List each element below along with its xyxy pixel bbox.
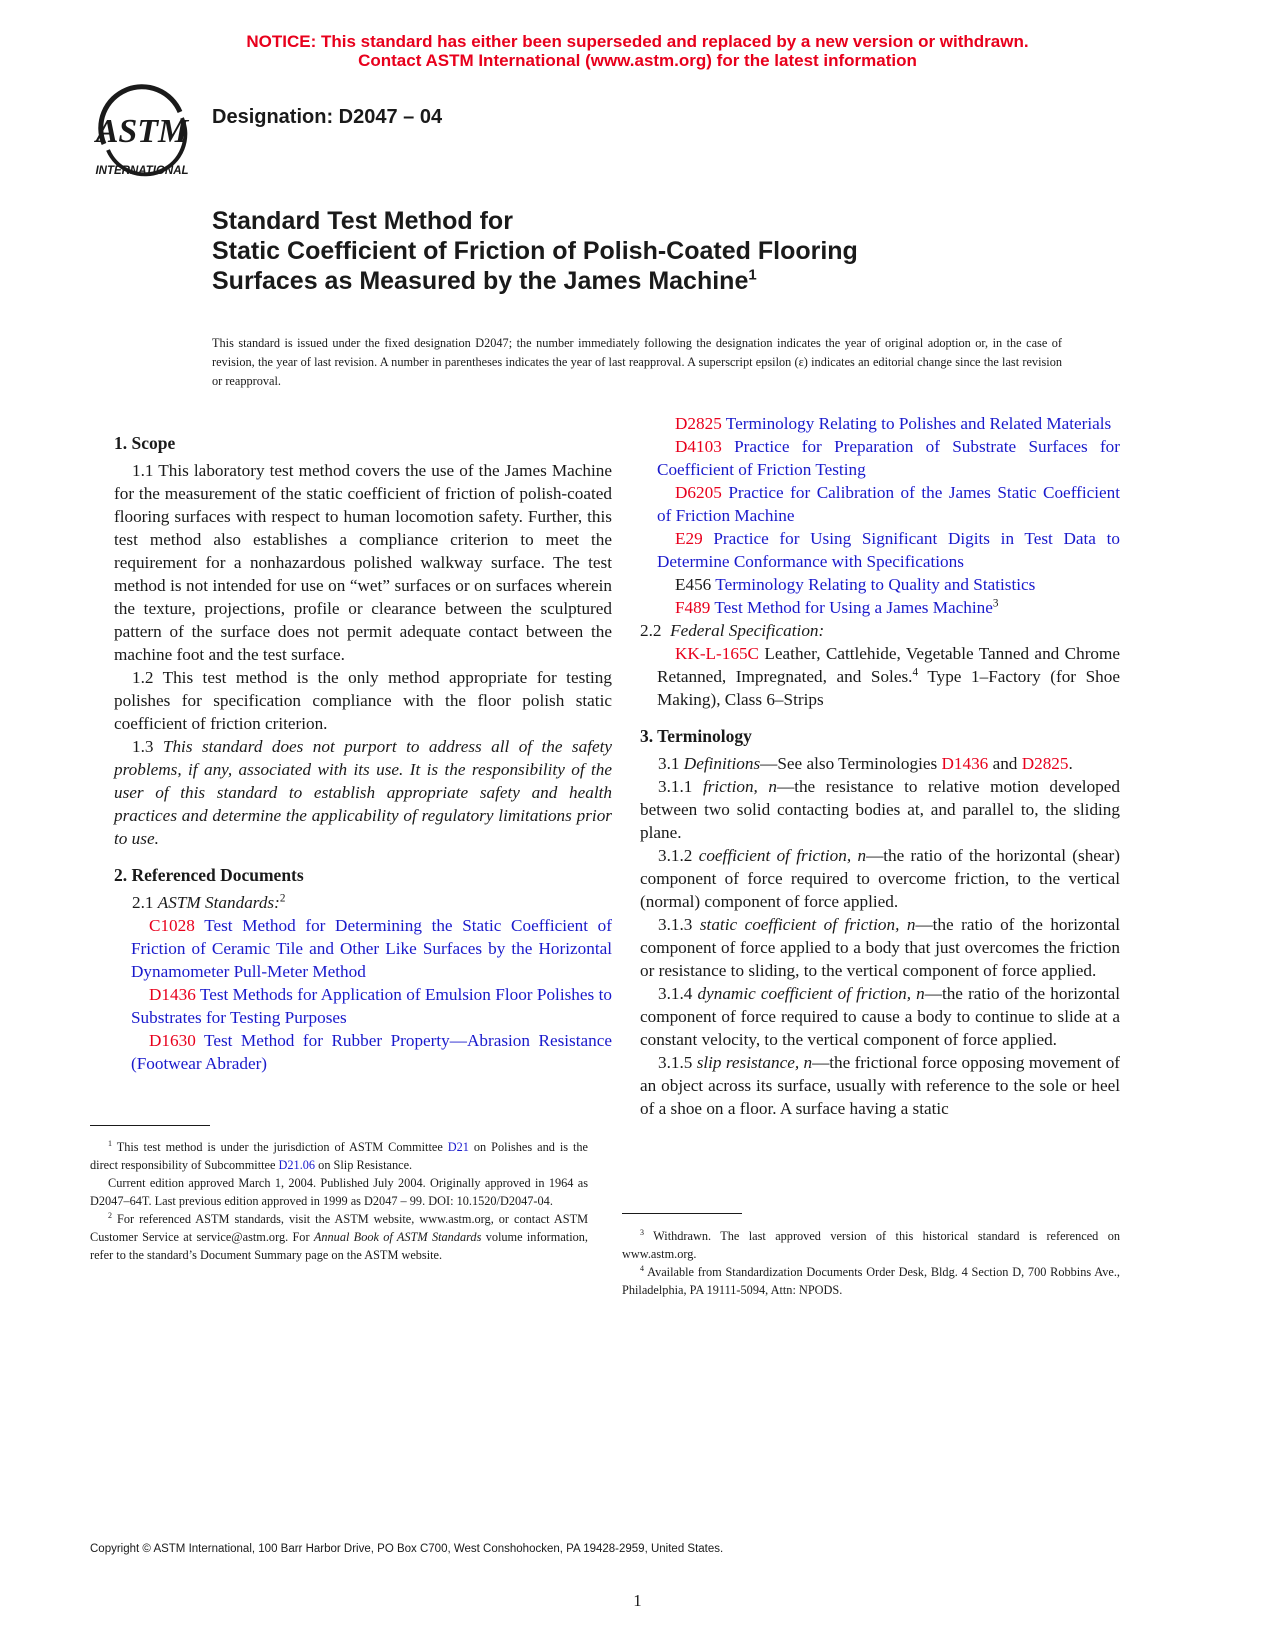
notice-line-2: Contact ASTM International (www.astm.org) for the latest information (358, 51, 917, 70)
footnotes-left (90, 1138, 588, 1264)
scope-heading: 1. Scope (114, 433, 176, 453)
ref-d1630[interactable]: D1630 Test Method for Rubber Property—Abrasion Resistance (Footwear Abrader) (131, 1031, 612, 1073)
ref-d2825[interactable]: D2825 Terminology Relating to Polishes and Related Materials (675, 414, 1112, 433)
footnote-3: $^3$ Withdrawn. The last approved version of this historical standard is referenced on www.astm.org. (622, 1227, 1120, 1261)
title-line-2: Static Coefficient of Friction of Polish-Coated Flooring (212, 237, 858, 265)
footnotes-right (622, 1227, 1120, 1299)
footnote-4: $^4$ Available from Standardization Documents Order Desk, Bldg. 4 Section D, 700 Robbins Ave., Philadelphia, PA 19111-5094, Attn: NPODS. (622, 1263, 1120, 1297)
ref-c1028[interactable]: C1028 Test Method for Determining the Static Coefficient of Friction of Ceramic Tile and Other Like Surfaces by the Horizontal Dynamometer Pull-Meter Method (131, 916, 612, 981)
footnote-1-edition: Current edition approved March 1, 2004. Published July 2004. Originally approved in 1964 as D2047–64T. Last previous edition approved in 1999 as D2047 – 99. DOI: 10.1520/D2047-04. (90, 1176, 588, 1208)
ref-d6205[interactable]: D6205 Practice for Calibration of the James Static Coefficient of Friction Machine (657, 483, 1121, 525)
federal-spec-label: 2.2 Federal Specification: (640, 621, 825, 640)
link-d21[interactable]: D21 (447, 1140, 469, 1154)
scope-1-2: 1.2 This test method is the only method appropriate for testing polishes for specification compliance with the floor polish static coefficient of friction criterion. (114, 668, 612, 733)
designation: Designation: D2047 – 04 (212, 106, 443, 128)
term-3-1-3: 3.1.3 static coefficient of friction, n—the ratio of the horizontal component of force applied to a body that just overcomes the friction or resistance to sliding, to the vertical component of force applied. (640, 915, 1121, 980)
footnote-rule-right (622, 1213, 742, 1214)
left-column (114, 432, 612, 1075)
logo-letters: ASTM (95, 113, 189, 150)
astm-logo (90, 84, 196, 180)
link-d21-06[interactable]: D21.06 (278, 1158, 316, 1172)
title-footnote-mark: 1 (748, 266, 757, 284)
superseded-notice (0, 32, 1275, 70)
ref-kk-l-165c[interactable]: KK-L-165C Leather, Cattlehide, Vegetable Tanned and Chrome Retanned, Impregnated, and Soles.$^4$ Type 1–Factory (for Shoe Making), Class 6–Strips (657, 644, 1121, 709)
term-3-1-4: 3.1.4 dynamic coefficient of friction, n—the ratio of the horizontal component of force required to cause a body to continue to slide at a constant velocity, to the vertical component of force applied. (640, 984, 1120, 1049)
ref-d4103[interactable]: D4103 Practice for Preparation of Substrate Surfaces for Coefficient of Friction Testing (657, 437, 1120, 479)
footnote-1: $^1$ This test method is under the jurisdiction of ASTM Committee D21 on Polishes and is the direct responsibility of Subcommittee D21.06 on Slip Resistance. (90, 1138, 589, 1172)
right-column (640, 412, 1120, 1120)
copyright-line: Copyright © ASTM International, 100 Barr Harbor Drive, PO Box C700, West Conshohocken, PA 19428-2959, United States. (90, 1543, 724, 1555)
scope-1-3: 1.3 This standard does not purport to address all of the safety problems, if any, associated with its use. It is the responsibility of the user of this standard to establish appropriate safety and health practices and determine the applicability of regulatory limitations prior to use. (114, 737, 612, 848)
astm-standards-label: 2.1 ASTM Standards:$^2$ (132, 892, 286, 912)
term-3-1-5: 3.1.5 slip resistance, n—the frictional force opposing movement of an object across its surface, usually with reference to the sole or heel of a shoe on a floor. A surface having a static (640, 1053, 1121, 1118)
term-3-1-1: 3.1.1 friction, n—the resistance to relative motion developed between two solid contacting bodies at, and parallel to, the sliding plane. (640, 777, 1120, 842)
title-line-3: Surfaces as Measured by the James Machine$^1$ (212, 266, 757, 295)
refdocs-heading: 2. Referenced Documents (114, 865, 304, 885)
ref-d1436[interactable]: D1436 Test Methods for Application of Emulsion Floor Polishes to Substrates for Testing Purposes (131, 985, 612, 1027)
terminology-heading: 3. Terminology (640, 726, 752, 746)
term-3-1-2: 3.1.2 coefficient of friction, n—the ratio of the horizontal (shear) component of force required to overcome friction, to the vertical (normal) component of force applied. (640, 846, 1120, 911)
link-d2825[interactable]: D2825 (1021, 754, 1069, 773)
footnote-2: $^2$ For referenced ASTM standards, visit the ASTM website, www.astm.org, or contact ASTM Customer Service at service@astm.org. For Annual Book of ASTM Standards volume information, refer to the standard’s Document Summary page on the ASTM website. (90, 1210, 589, 1262)
footnote-rule-left (90, 1125, 210, 1126)
ref-e29[interactable]: E29 Practice for Using Significant Digits in Test Data to Determine Conformance with Specifications (657, 529, 1120, 571)
page-number: 1 (633, 1591, 642, 1610)
term-3-1: 3.1 Definitions—See also Terminologies D1436 and D2825. (658, 754, 1073, 773)
ref-e456[interactable]: E456 Terminology Relating to Quality and Statistics (675, 575, 1036, 594)
link-d1436[interactable]: D1436 (941, 754, 989, 773)
ref-f489[interactable]: F489 Test Method for Using a James Machine$^3$ (675, 597, 999, 617)
notice-line-1: NOTICE: This standard has either been superseded and replaced by a new version or withdrawn. (246, 32, 1029, 51)
document-title (212, 206, 858, 296)
scope-1-1: 1.1 This laboratory test method covers the use of the James Machine for the measurement of the static coefficient of friction of polish-coated flooring surfaces with respect to human locomotion safety. Further, this test method also establishes a compliance criterion to meet the requirement for a nonhazardous polished walkway surface. The test method is not intended for use on “wet” surfaces or on surfaces wherein the texture, projections, profile or clearance between the sculptured pattern of the surface does not permit adequate contact between the machine foot and the test surface. (114, 461, 612, 664)
logo-wordmark: INTERNATIONAL (95, 165, 189, 177)
title-line-1: Standard Test Method for (212, 207, 513, 235)
issued-note: This standard is issued under the fixed designation D2047; the number immediately following the designation indicates the year of original adoption or, in the case of revision, the year of last revision. A number in parentheses indicates the year of last reapproval. A superscript epsilon (ε) indicates an editorial change since the last revision or reapproval. (212, 336, 1062, 388)
